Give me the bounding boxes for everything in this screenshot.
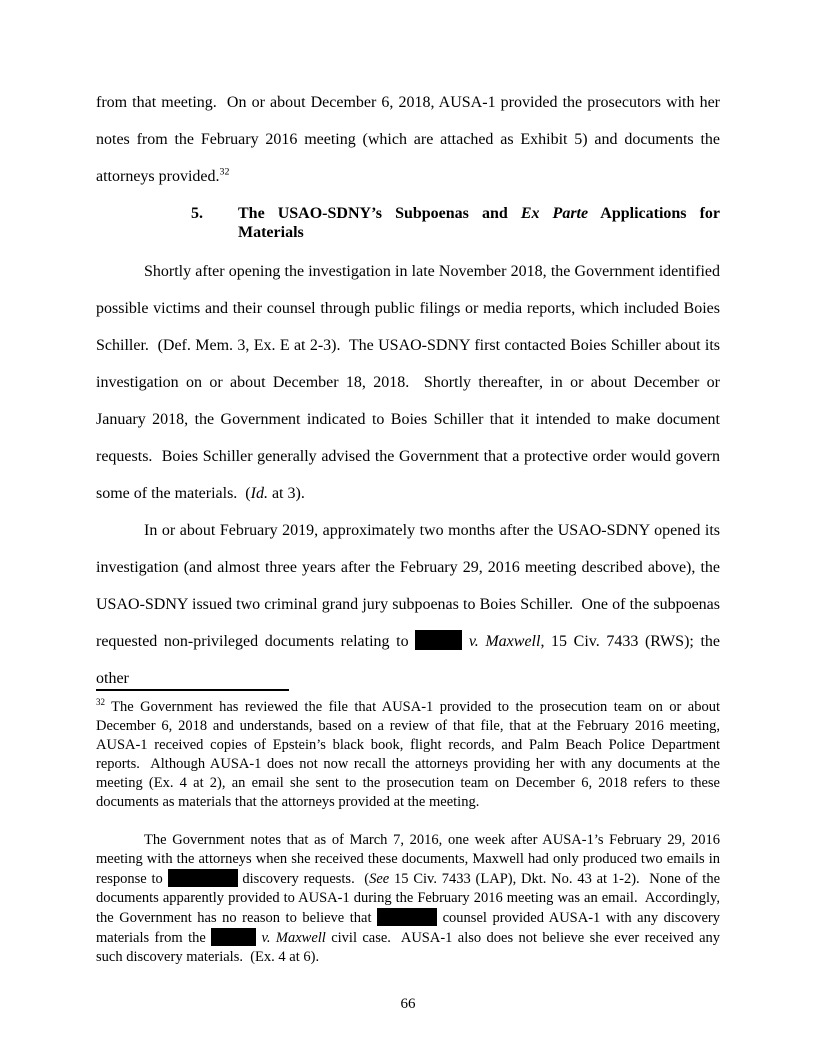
section-heading-number: 5. — [191, 205, 203, 222]
text-run: counsel provided AUSA-1 with any discovery materials from the — [96, 910, 724, 947]
text-run: The Government has reviewed the file that AUSA-1 provided to the prosecution team on or about December 6, 2018 and understands, based on a review of that file, that at the February 2016 meeting, AUSA-1 received copies of Epstein’s black book, flight records, and Palm Beach Police Department reports. Although AUSA-1 does not now recall the attorneys providing her with any documents at the meeting (Ex. 4 at 2), an email she sent to the prosecution team on December 6, 2018 refers to these documents as materials that the attorneys provided at the meeting. — [96, 699, 724, 810]
section-heading — [191, 204, 725, 242]
text-run: from that meeting. On or about December 6, 2018, AUSA-1 provided the prosecutors with her notes from the February 2016 meeting (which are attached as Exhibit 5) and documents the attorneys provided. — [96, 94, 724, 185]
body-paragraph-3 — [96, 512, 725, 697]
text-run — [462, 633, 469, 650]
section-heading-text — [238, 204, 725, 242]
text-run: discovery requests. ( — [237, 871, 370, 888]
footnote-section — [96, 689, 724, 967]
redaction-box — [211, 928, 256, 946]
text-run: , 15 Civ. 7433 (RWS); the other — [96, 633, 725, 687]
footnote-reference: 32 — [96, 697, 105, 708]
text-run: Applications for Materials — [238, 205, 725, 241]
text-run: at 3). — [267, 485, 305, 502]
redaction-box — [168, 869, 238, 887]
footnote-reference: 32 — [219, 166, 230, 178]
italic-text-run: v. Maxwell — [261, 930, 326, 947]
text-run: civil case. AUSA-1 also does not believe she ever received any such discovery materials. (Ex. 4 at 6). — [96, 930, 724, 966]
footnote-32-paragraph-2 — [96, 831, 724, 967]
italic-text-run: See — [369, 871, 390, 888]
document-body — [96, 84, 725, 697]
italic-text-run: Ex Parte — [520, 205, 589, 222]
text-run: Shortly after opening the investigation in late November 2018, the Government identified possible victims and their counsel through public filings or media reports, which included Boies Schiller. (Def. Mem. 3, Ex. E at 2-3). The USAO-SDNY first contacted Boies Schiller about its investigation on or about December 18, 2018. Shortly thereafter, in or about December or January 2018, the Government indicated to Boies Schiller that it intended to make document requests. Boies Schiller generally advised the Government that a protective order would govern some of the materials. ( — [96, 263, 724, 502]
footnote-32-paragraph-1 — [96, 697, 724, 812]
footnote-separator-rule — [96, 689, 289, 691]
body-paragraph-2 — [96, 253, 724, 512]
text-run: The USAO-SDNY’s Subpoenas and — [238, 205, 521, 222]
redaction-box — [415, 630, 462, 650]
text-run: 15 Civ. 7433 (LAP), Dkt. No. 43 at 1-2). None of the documents apparently provided to AUSA-1 during the February 2016 meeting was an email. Accordingly, the Government has no reason to believe that — [96, 871, 724, 927]
italic-text-run: Id. — [250, 485, 268, 502]
redaction-box — [377, 908, 437, 926]
italic-text-run: v. Maxwell — [468, 633, 541, 650]
text-run: The Government notes that as of March 7, 2016, one week after AUSA-1’s February 29, 2016 meeting with the attorneys when she received these documents, Maxwell had only produced two emails in response to — [96, 832, 724, 888]
page-number: 66 — [400, 996, 416, 1012]
body-paragraph-continuation — [96, 84, 724, 195]
text-run: In or about February 2019, approximately two months after the USAO-SDNY opened its investigation (and almost three years after the February 29, 2016 meeting described above), the USAO-SDNY issued two criminal grand jury subpoenas to Boies Schiller. One of the subpoenas requested non-privileged documents relating to — [96, 522, 724, 650]
